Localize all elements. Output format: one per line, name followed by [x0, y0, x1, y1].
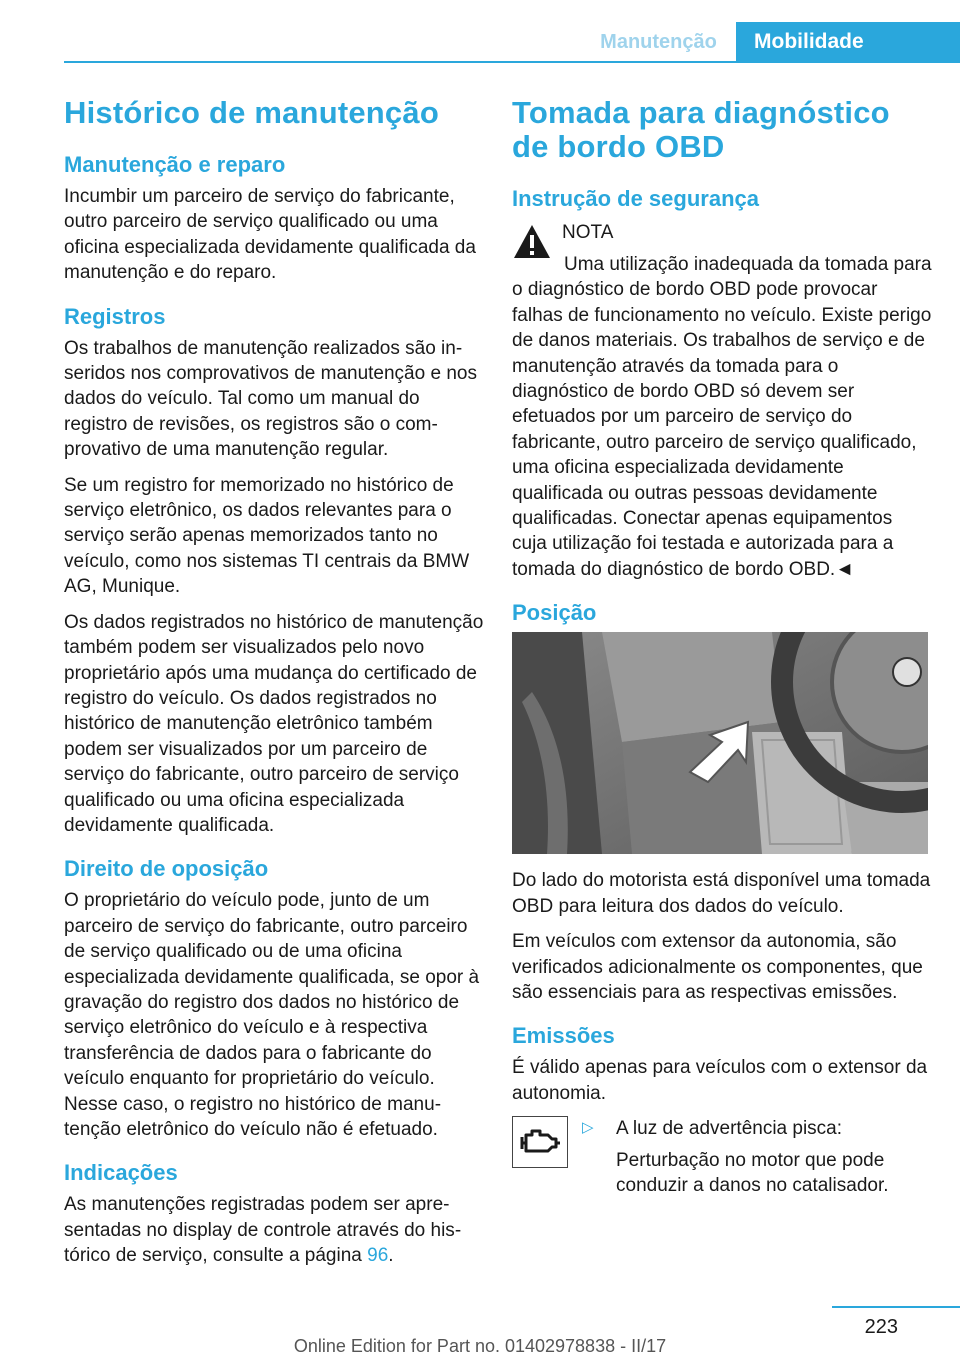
- page-title-historico: Histórico de manutenção: [64, 95, 439, 130]
- page-number: 223: [864, 1316, 898, 1338]
- footer-rule: [832, 1306, 960, 1308]
- emission-bullet: [582, 1116, 932, 1204]
- header-tabs: [581, 22, 960, 62]
- heading-manutencao-reparo: Manutenção e reparo: [64, 152, 286, 177]
- warning-note: [512, 220, 932, 582]
- paragraph: Do lado do motorista está disponível uma tomada OBD para leitura dos dados do veículo.: [512, 870, 931, 917]
- text: As manutenções registradas podem ser apresentadas no display de controle através do histórico de serviço, consulte a página: [64, 1194, 462, 1267]
- heading-direito-oposicao: Direito de oposição: [64, 856, 269, 882]
- page-link[interactable]: 96: [367, 1245, 389, 1267]
- note-label: NOTA: [562, 222, 614, 243]
- header-rule: [64, 61, 960, 63]
- bullet-triangle-icon: ▷: [582, 1119, 594, 1137]
- paragraph: O proprietário do veículo pode, junto de um parceiro de serviço do fabricante, outro parceiro de serviço qualificado ou de uma oficina especializada devidamente qualificada, se opor à gravação do registro dos dados no histórico de serviço eletrônico do veículo e à respectiva transferência de dados para o fabricante do veículo enquanto for proprietário do veículo. Nesse caso, o registro no histórico de manutenção eletrônico do veículo não é efetuado.: [64, 890, 480, 1140]
- heading-posicao: Posição: [512, 600, 597, 626]
- note-text: Uma utilização inadequada da tomada para o diagnóstico de bordo OBD pode provocar falhas de funcionamento no veículo. Existe perigo de danos materiais. Os trabalhos de serviço e de manutenção através da tomada para o diagnóstico de bordo OBD só devem ser efetuados por um parceiro de serviço do fabricante, outro parceiro de serviço qualificado, uma oficina especializada devidamente qualificada ou outras pessoas devidamente qualificadas. Conectar apenas equipamentos cuja utilização foi testada e autorizada para a tomada do diagnóstico de bordo OBD.◄: [512, 254, 932, 580]
- obd-location-photo: [512, 632, 928, 854]
- heading-emissoes: Emissões: [512, 1023, 615, 1049]
- right-column: [512, 96, 932, 1204]
- paragraph: Em veículos com extensor da autonomia, são verificados adicionalmente os componentes, que são essenciais para as respectivas emissões.: [512, 931, 923, 1003]
- warning-icon: [512, 222, 552, 262]
- engine-warning-icon-box: [512, 1116, 568, 1168]
- paragraph: [64, 1192, 484, 1268]
- bullet-text: A luz de advertência pisca:: [616, 1118, 843, 1140]
- page-title-obd: Tomada para diagnóstico de bordo OBD: [512, 95, 890, 164]
- bullet-detail: Perturbação no motor que pode conduzir a danos no catalisador.: [616, 1149, 889, 1196]
- heading-registros: Registros: [64, 303, 166, 329]
- left-column: [64, 96, 484, 1279]
- text: .: [388, 1245, 394, 1267]
- check-engine-icon: [518, 1125, 562, 1159]
- paragraph: É válido apenas para veículos com o extensor da autonomia.: [512, 1057, 928, 1104]
- paragraph: Se um registro for memorizado no histórico de serviço eletrônico, os dados relevantes para o serviço serão apenas memorizados tanto no veículo, como nos sistemas TI centrais da BMW AG, Munique.: [64, 474, 470, 598]
- paragraph: Os trabalhos de manutenção realizados são inseridos nos comprovativos de manutenção e nos dados do veículo. Tal como um manual do registro de revisões, os registros são o comprovativo de uma manutenção regular.: [64, 337, 477, 461]
- heading-instrucao-seguranca: Instrução de segurança: [512, 186, 759, 211]
- paragraph: Incumbir um parceiro de serviço do fabricante, outro parceiro de serviço qualificado ou uma oficina especializada devidamente qualificada da manutenção e do reparo.: [64, 186, 476, 284]
- heading-indicacoes: Indicações: [64, 1160, 178, 1186]
- footer-edition: Online Edition for Part no. 01402978838 - II/17: [293, 1336, 667, 1356]
- paragraph: Os dados registrados no histórico de manutenção também podem ser visualizados pelo novo proprietário após uma mudança do certificado de registro do veículo. Os dados registrados no histórico de manutenção eletrônico também podem ser visualizados por um parceiro de serviço do fabricante, outro parceiro de serviço qualificado ou uma oficina especializada devidamente qualificada.: [64, 611, 484, 836]
- tab-mobilidade[interactable]: Mobilidade: [736, 22, 960, 62]
- tab-manutencao[interactable]: Manutenção: [600, 30, 717, 53]
